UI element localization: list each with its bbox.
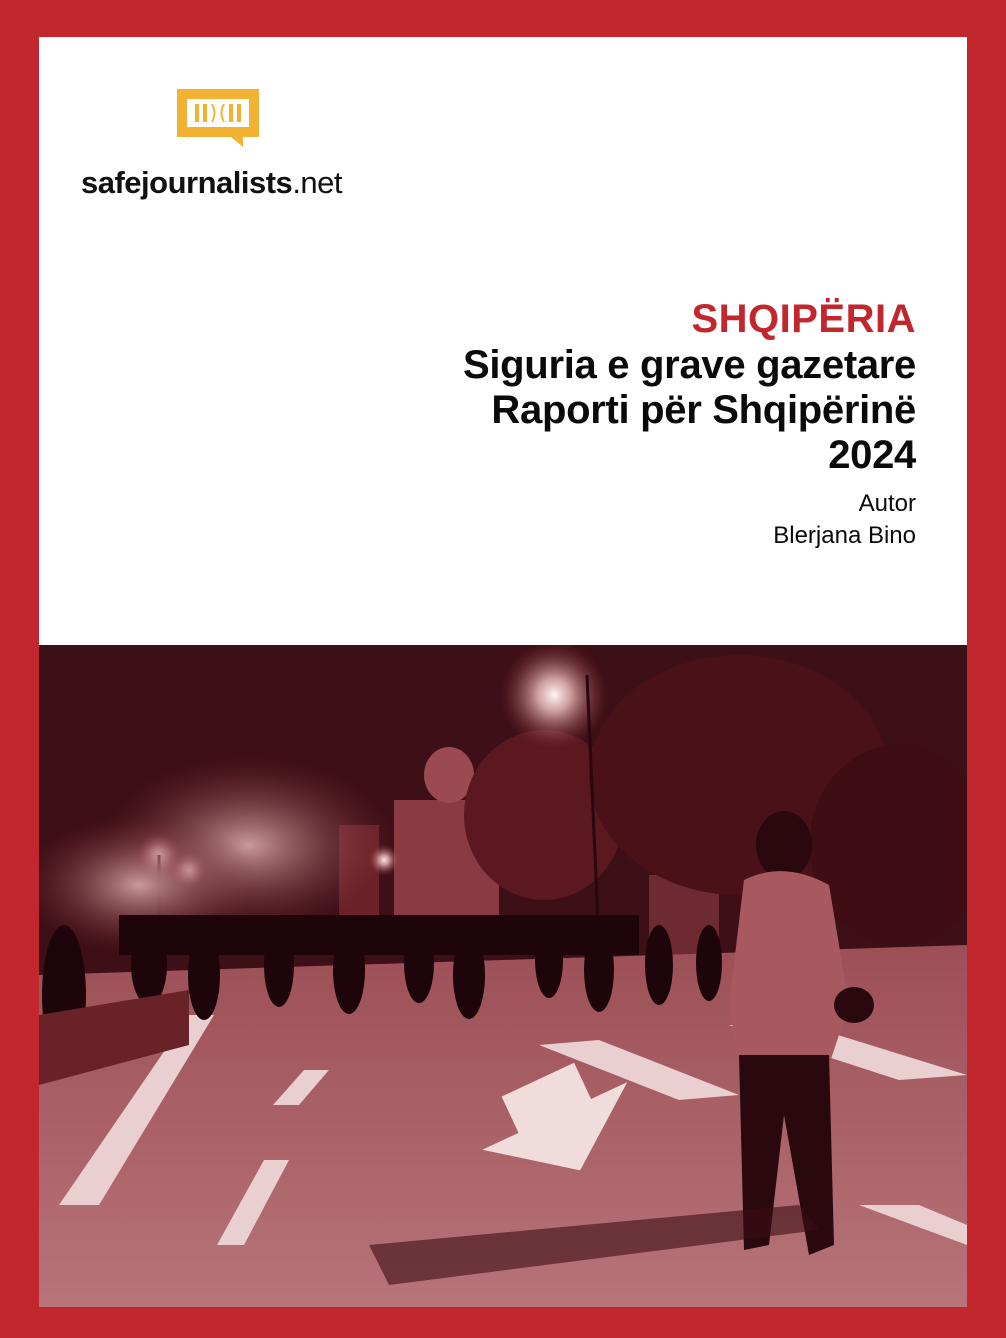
cover-white-panel: [39, 37, 967, 645]
bridge-logo-icon: [173, 85, 263, 149]
author-label: Autor: [858, 490, 916, 517]
country-heading: SHQIPËRIA: [691, 297, 916, 341]
cover-photo: [39, 645, 967, 1307]
report-year: 2024: [828, 433, 916, 477]
cover-title-block: [216, 295, 916, 552]
publisher-logo: [81, 85, 411, 205]
author-name: Blerjana Bino: [773, 522, 916, 549]
report-title-line: Siguria e grave gazetare: [462, 343, 916, 387]
protest-scene-illustration: [39, 645, 967, 1307]
logo-wordmark: safejournalists.net: [81, 165, 343, 200]
report-title-line: Raporti për Shqipërinë: [491, 388, 916, 432]
